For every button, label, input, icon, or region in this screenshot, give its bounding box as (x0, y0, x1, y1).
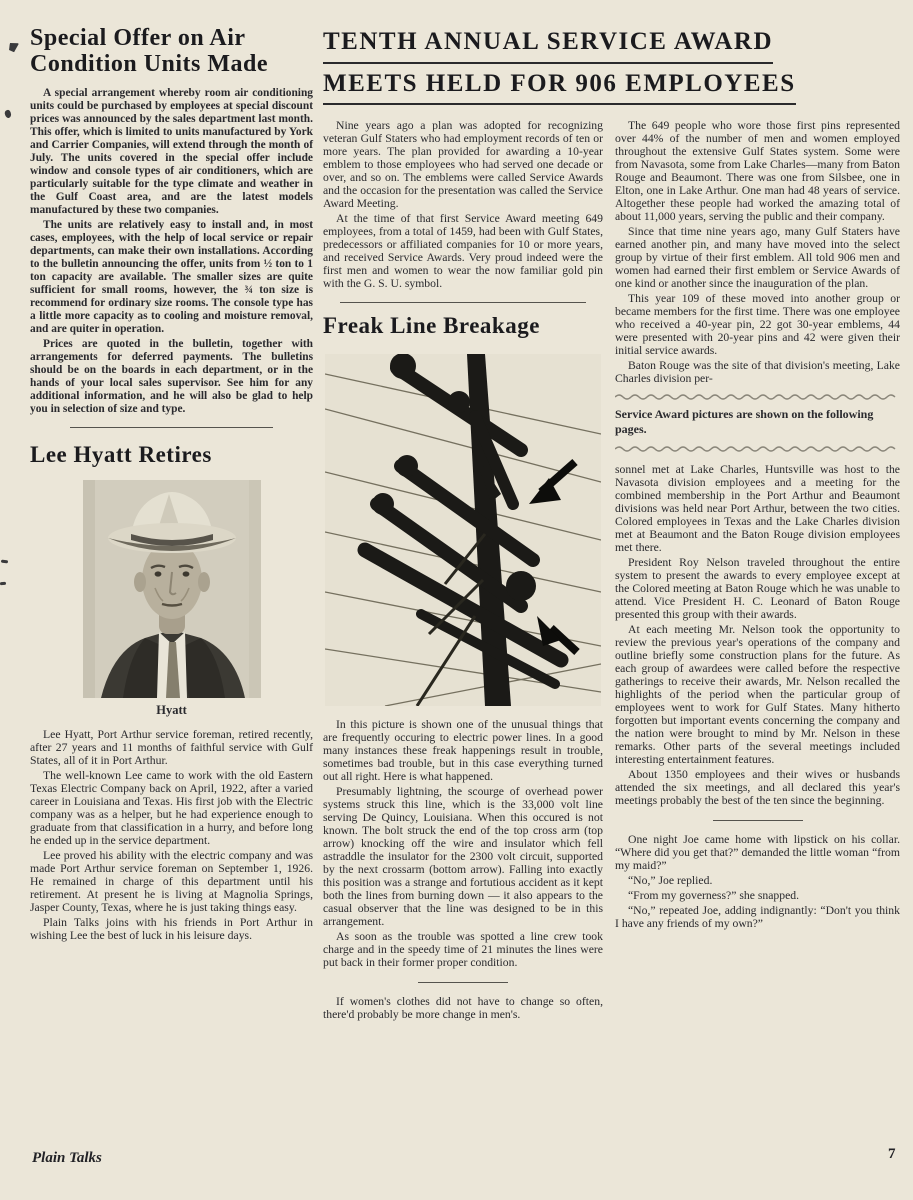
paragraph: The 649 people who wore those first pins represented over 44% of the number of men and women employed throughout the extensive Gulf States system. Some were from Navasota, some from Lake Charles—many from Baton Rouge and Beaumont. There was one from Silsbee, one in Elton, one in Lake Arthur. One man had 48 years of service. Altogether these people had worked the amazing total of about 11,000 years, serving the public and their company. (615, 119, 900, 223)
footer-brand: Plain Talks (32, 1150, 102, 1166)
filler-divider (418, 982, 508, 983)
article-headline: Lee Hyatt Retires (30, 441, 212, 467)
paragraph: At each meeting Mr. Nelson took the opportunity to review the previous year's operations of the company and outline briefly some construction plans for the future. As each group of awardees were called before the respective gatherings to receive their awards, Mr. Nelson recalled the highlights of the period when the particular group of employees went to work for Gulf States. Many hitherto forgotten but important events concerning the company and the nation were brought to mind by Mr. Nelson in these remarks. Other parts of the several meetings included interesting entertainment features. (615, 623, 900, 766)
filler-joke (615, 833, 900, 930)
ink-mark (1, 560, 8, 564)
middle-column (323, 119, 603, 1023)
wavy-divider (615, 445, 900, 453)
photo-caption: Hyatt (156, 702, 187, 717)
joke-paragraph: “From my governess?” she snapped. (628, 889, 800, 902)
paragraph: The units are relatively easy to install and, in most cases, employees, with the help of local service or repair departments, can make their own installations. According to the bulletin announcing the offer, units from ½ ton to 1 ton capacity are available. The smaller sizes are quite sufficient for small rooms, however, the ¾ ton size is recommend for ordinary size rooms. The console type has a little more capacity as to cooling and moisture removal, and are quiter in operation. (30, 218, 313, 335)
paragraph: This year 109 of these moved into another group or became members for the first time. There was one employee who received a 40-year pin, 22 got 30-year emblems, 44 were presented with 20-year pins and 42 were given their initial service awards. (615, 292, 900, 357)
paragraph: The well-known Lee came to work with the old Eastern Texas Electric Company back on April, 1922, after a varied career in Louisiana and Texas. His first job with the Electric company was as a helper, but he had experience enough to graduate from that classification in a hurry, and before long he ended up in the service department. (30, 768, 313, 847)
paragraph: About 1350 employees and their wives or husbands attended the six meetings, and all declared this year's meetings probably the best of the ten since the beginning. (615, 768, 900, 807)
article-headline: Special Offer on Air Condition Units Made (30, 25, 269, 77)
section-divider (70, 427, 274, 428)
section-divider (340, 302, 586, 303)
paragraph: In this picture is shown one of the unusual things that are frequently occuring to electric power lines. In a good many instances these freak happenings result in trouble, sometimes bad trouble, but in this case everything turned out all right. Here is what happened. (323, 718, 603, 783)
joke-paragraph: One night Joe came home with lipstick on his collar. “Where did you get that?” demanded the little woman “from my maid?” (615, 833, 900, 872)
paragraph: Baton Rouge was the site of that division's meeting, Lake Charles division per- (615, 359, 900, 385)
paragraph: As soon as the trouble was spotted a line crew took charge and in the speedy time of 21 minutes the lines were put back in their former proper condition. (323, 930, 603, 969)
main-headline-line1: TENTH ANNUAL SERVICE AWARD (323, 26, 773, 64)
article-special-offer (30, 26, 313, 416)
paragraph: Plain Talks joins with his friends in Port Arthur in wishing Lee the best of luck in his leisure days. (30, 915, 313, 942)
service-award-notice: Service Award pictures are shown on the following pages. (615, 407, 874, 436)
article-lee-hyatt (30, 442, 313, 942)
article-freak-line-breakage (323, 313, 603, 969)
ink-mark (0, 582, 6, 586)
paragraph: Nine years ago a plan was adopted for recognizing veteran Gulf Staters who had employment records of ten or more years. The plan provided for awarding a 10-year emblem to those employees who had served one decade or over, and so on. The emblems were called Service Awards and the occasion for the presentation was called the Service Award Meeting. (323, 119, 603, 210)
paragraph: sonnel met at Lake Charles, Huntsville was host to the Navasota division employees and a meeting for the combined membership in the Port Arthur and Beaumont divisions was held near Port Arthur, between the two cities. Colored employees in Texas and the Lake Charles division met at Beaumont and the Baton Rouge division employees met there. (615, 463, 900, 554)
main-headline (323, 26, 900, 109)
paragraph: Lee proved his ability with the electric company and was made Port Arthur service foreman on September 1, 1926. He remained in charge of this department until his retirement. At present he is living at Magnolia Springs, Jasper County, Texas, where he is just taking things easy. (30, 848, 313, 914)
joke-paragraph: “No,” Joe replied. (628, 874, 713, 887)
powerline-illustration (325, 354, 601, 706)
joke-paragraph: “No,” repeated Joe, adding indignantly: “Don't you think I have any friends of my own?” (615, 904, 900, 930)
right-column (615, 119, 900, 1023)
main-headline-line2: MEETS HELD FOR 906 EMPLOYEES (323, 68, 796, 106)
paragraph: Presumably lightning, the scourge of overhead power systems struck this line, which is the 33,000 volt line serving De Quincy, Louisiana. When this occured is not known. The bolt struck the end of the top cross arm (top arrow) knocking off the wire and insulator which fell astraddle the insulator for the 2300 volt circuit, supported by the next crossarm (bottom arrow). Falling into exactly this position was a strange and fortutious accident as it kept both the lines from burning down — it also appears to the casual observer that the line was designed to be in this arrangement. (323, 785, 603, 928)
article-headline: Freak Line Breakage (323, 313, 540, 338)
paragraph: Prices are quoted in the bulletin, together with arrangements for deferred payments. The bulletins should be on the boards in each department, or in the hands of your local sales supervisor. See him for any additional information, and he will also be glad to help you in selection of size and type. (30, 337, 313, 415)
portrait-illustration (83, 480, 261, 698)
page-number: 7 (888, 1146, 896, 1162)
main-article (323, 26, 900, 1200)
left-column (30, 26, 313, 1200)
paragraph: Since that time nine years ago, many Gulf Staters have earned another pin, and many have moved into the select group by virtue of their first emblem. All told 906 men and women had earned their first emblem or Service Awards of one kind or another since the inauguration of the plan. (615, 225, 900, 290)
ink-mark (8, 41, 19, 53)
powerline-photo (325, 354, 601, 706)
paragraph: At the time of that first Service Award meeting 649 employees, from a total of 1459, had been with Gulf States, predecessors or affiliated companies for 10 or more years, and received Service Awards. Very proud indeed were the first men and women to wear the now familiar gold pin with the G. S. U. symbol. (323, 212, 603, 290)
paragraph: President Roy Nelson traveled throughout the entire system to present the awards to every employee except at the Colored meeting at Baton Rouge which he was unable to attend. Vice President H. C. Leonard of Baton Rouge presented this group with their awards. (615, 556, 900, 621)
filler-divider (713, 820, 803, 821)
ink-mark (4, 109, 12, 119)
wavy-divider (615, 393, 900, 401)
paragraph: Lee Hyatt, Port Arthur service foreman, retired recently, after 27 years and 11 months of faithful service with Gulf States, all of it in Port Arthur. (30, 727, 313, 767)
filler-quip: If women's clothes did not have to change so often, there'd probably be more change in men's. (323, 995, 603, 1021)
hyatt-portrait-photo (83, 480, 261, 698)
paragraph: A special arrangement whereby room air conditioning units could be purchased by employees at special discount prices was announced by the sales department last month. This offer, which is limited to units manufactured by York and Carrier Companies, will extend through the month of July. The units covered in the special offer include window and console types of air conditioners, which are particularly suitable for the type climate and weather in the Gulf Coast area, and are the latest models manufactured by these two companies. (30, 86, 313, 216)
